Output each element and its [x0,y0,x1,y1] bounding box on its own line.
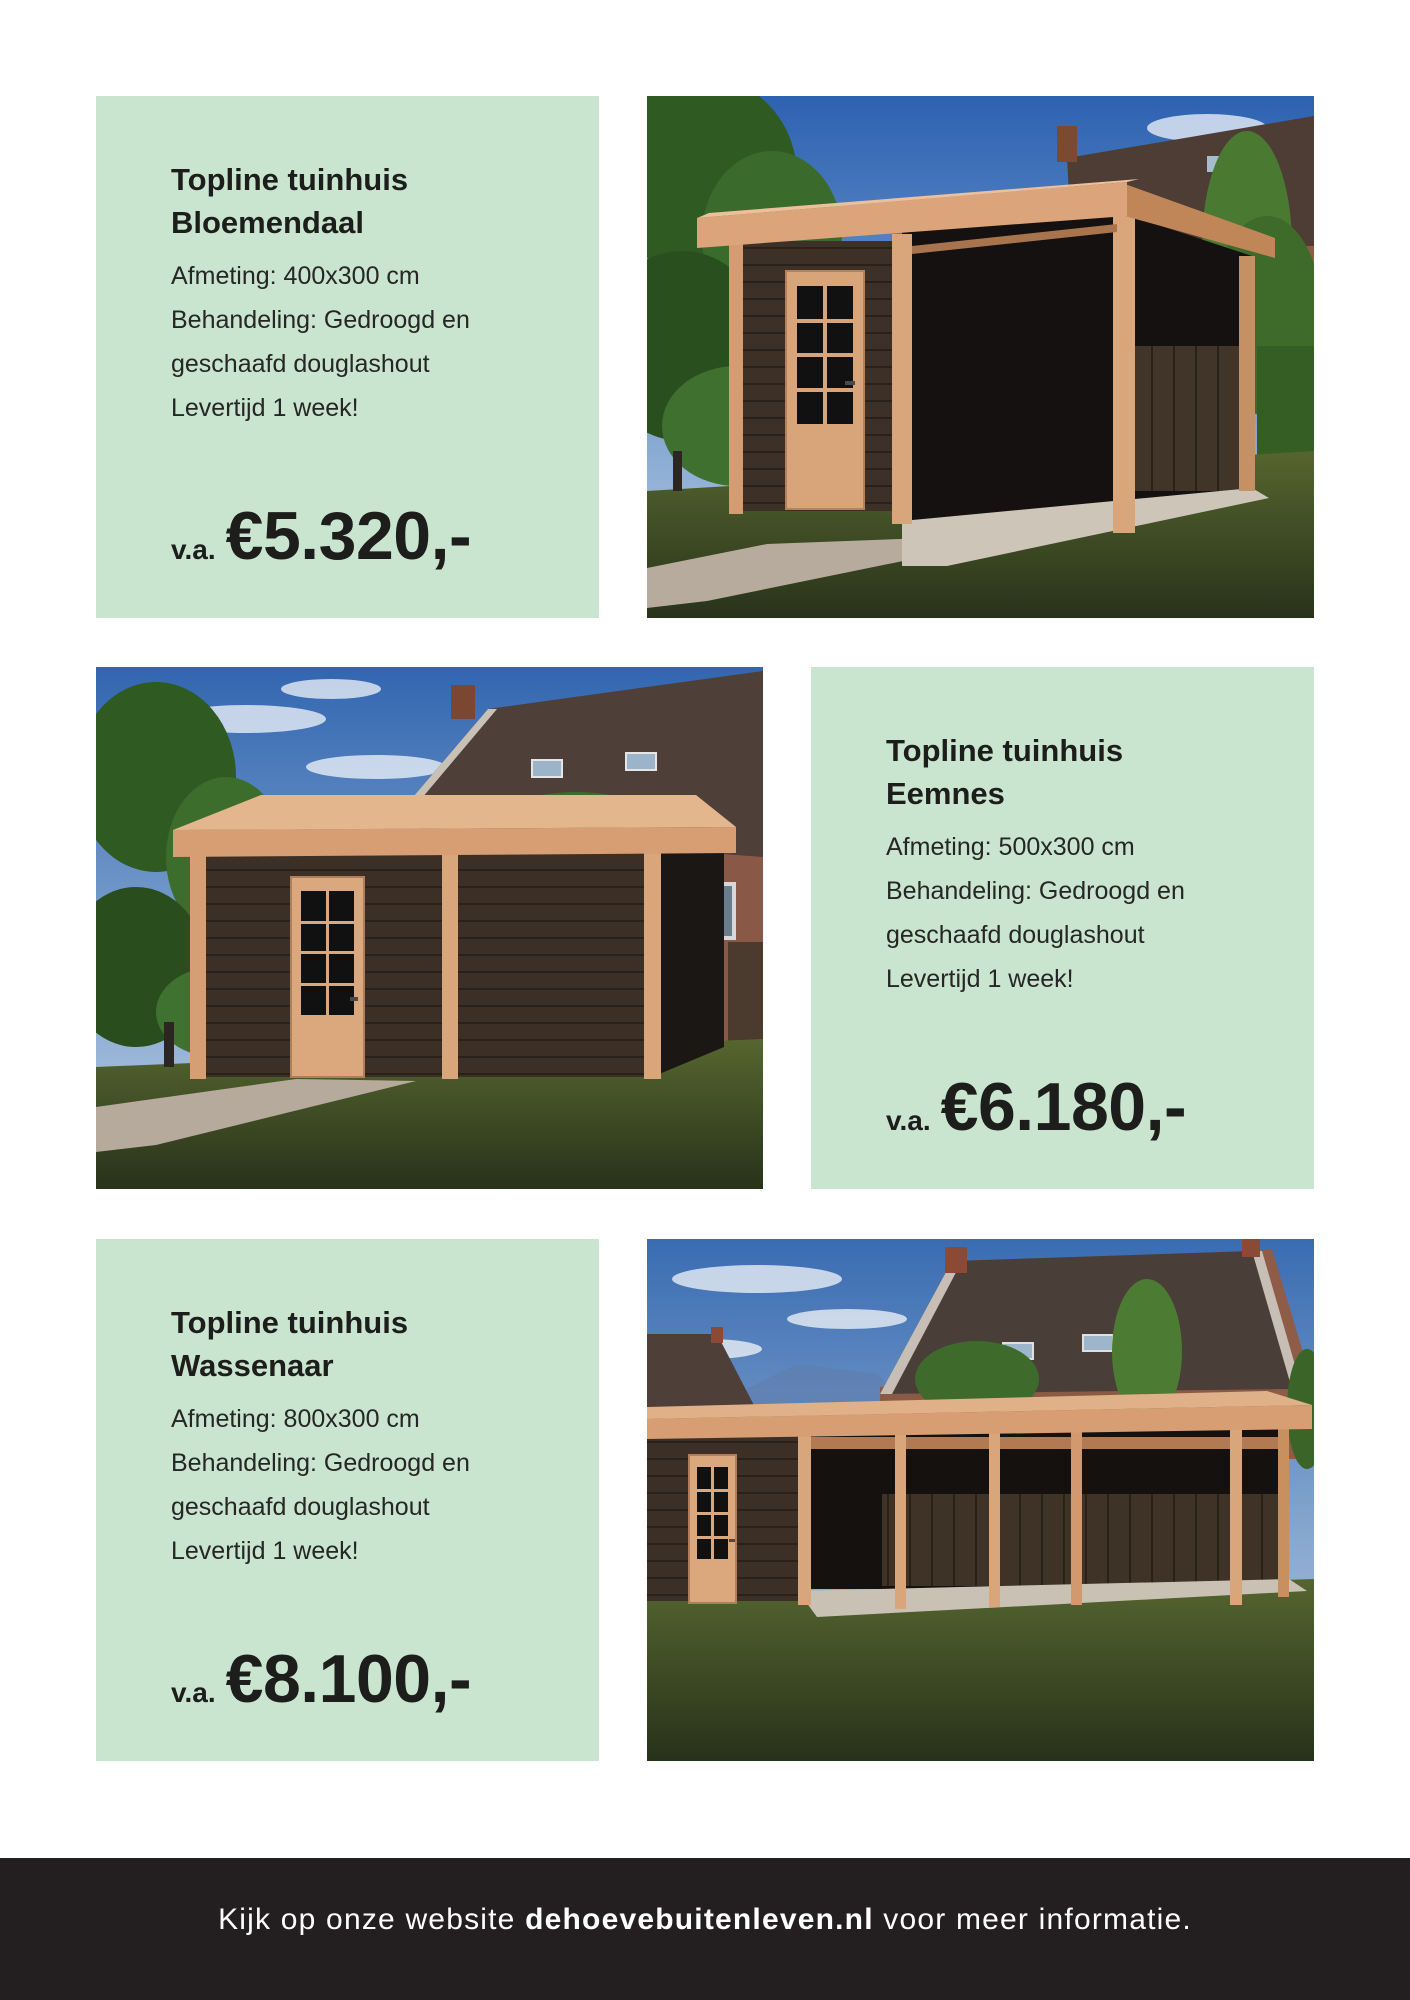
product-price [886,1062,1186,1171]
product-title-line: Topline tuinhuis [886,733,1124,768]
product-photo-bloemendaal [647,96,1314,618]
product-title [886,729,1123,815]
front-post [1113,211,1135,533]
garden-house [173,795,736,1079]
product-title [171,158,408,244]
product-size: Afmeting: 400x300 cm [171,262,420,290]
middle-post [892,234,912,524]
door-handle [350,997,358,1001]
footer-text-before: Kijk op onze website [218,1903,516,1936]
garden-lamp [673,451,682,491]
door [291,877,364,1077]
product-treatment-line: geschaafd douglashout [171,1493,430,1521]
door-handle [845,381,855,385]
price-value: €8.100,- [225,1641,472,1717]
footer-text-after: voor meer informatie. [883,1903,1192,1936]
product-title [171,1301,408,1387]
post [1230,1425,1242,1605]
website-name: dehoevebuitenleven.nl [525,1903,874,1936]
garden-house-illustration [647,1239,1314,1761]
door-handle [729,1539,735,1542]
product-photo-wassenaar [647,1239,1314,1761]
corner-post [644,849,661,1079]
product-delivery: Levertijd 1 week! [171,1537,359,1565]
footer-text [0,1858,1410,1982]
garden-house-illustration [647,96,1314,618]
product-price [171,491,471,600]
price-prefix: v.a. [171,534,216,565]
product-name: Eemnes [886,776,1005,811]
price-prefix: v.a. [171,1677,216,1708]
post [989,1427,1000,1607]
product-card-eemnes [811,667,1314,1189]
product-specs [886,825,1185,1001]
garden-house-illustration [96,667,763,1189]
product-price [171,1634,471,1743]
back-wall [882,1494,1287,1586]
post [1071,1427,1082,1605]
price-prefix: v.a. [886,1105,931,1136]
product-delivery: Levertijd 1 week! [886,965,1074,993]
product-specs [171,1397,470,1573]
product-delivery: Levertijd 1 week! [171,394,359,422]
post [895,1427,906,1609]
middle-post [442,851,458,1079]
back-wall [1117,346,1247,491]
product-photo-eemnes [96,667,763,1189]
side-wall [652,832,724,1077]
corner-post [190,845,206,1079]
price-value: €5.320,- [225,498,472,574]
door [786,271,864,509]
product-specs [171,254,470,430]
front-wall [196,851,652,1077]
product-treatment-line: Behandeling: Gedroogd en [171,1449,470,1477]
roof-front-fascia [173,827,736,857]
garden-house [697,179,1275,566]
price-value: €6.180,- [940,1069,1187,1145]
product-treatment-line: geschaafd douglashout [886,921,1145,949]
garden-lamp [164,1022,174,1067]
product-card-wassenaar [96,1239,599,1761]
garden-house [647,1391,1312,1617]
product-size: Afmeting: 500x300 cm [886,833,1135,861]
roof-top [173,795,736,830]
product-title-line: Topline tuinhuis [171,162,409,197]
product-name: Bloemendaal [171,205,364,240]
product-card-bloemendaal [96,96,599,618]
product-size: Afmeting: 800x300 cm [171,1405,420,1433]
product-treatment-line: geschaafd douglashout [171,350,430,378]
product-treatment-line: Behandeling: Gedroogd en [171,306,470,334]
post [798,1427,811,1605]
product-treatment-line: Behandeling: Gedroogd en [886,877,1185,905]
back-post [1239,256,1255,491]
post [1278,1425,1289,1597]
product-title-line: Topline tuinhuis [171,1305,409,1340]
rafter [798,1437,1289,1449]
door [689,1455,736,1603]
product-name: Wassenaar [171,1348,334,1383]
footer-banner [0,1858,1410,2000]
corner-post [729,236,743,514]
